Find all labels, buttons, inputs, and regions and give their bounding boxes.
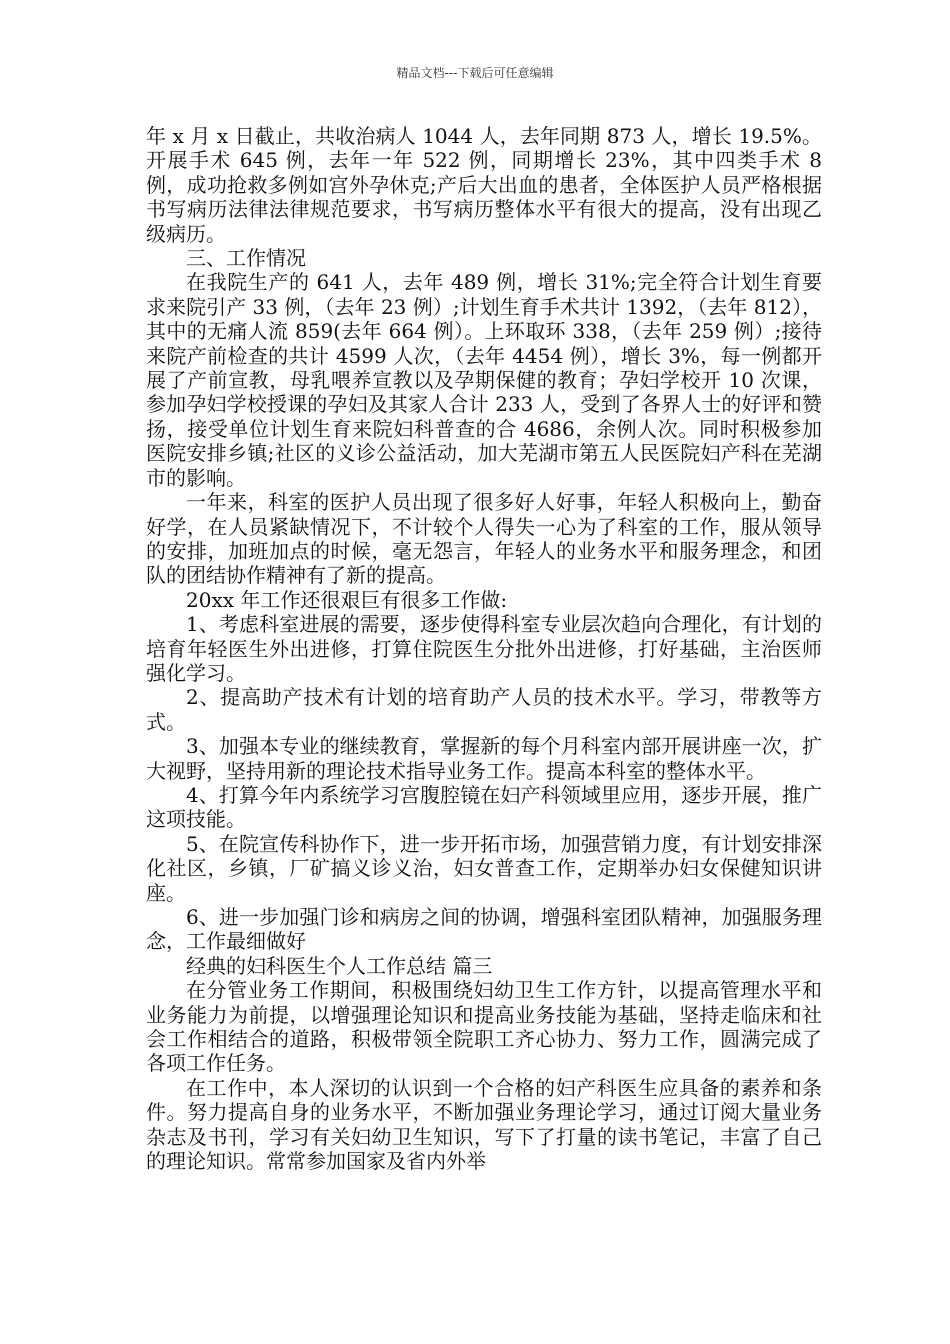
paragraph: 在工作中，本人深切的认识到一个合格的妇产科医生应具备的素养和条件。努力提高自身的业务水平，不断加强业务理论学习，通过订阅大量业务杂志及书刊，学习有关妇幼卫生知识，写下了打量的读书笔记，丰富了自己的理论知识。常常参加国家及省内外举 [146,1075,822,1174]
list-item: 3、加强本专业的继续教育，掌握新的每个月科室内部开展讲座一次，扩大视野，坚持用新的理论技术指导业务工作。提高本科室的整体水平。 [146,734,822,783]
document-body [146,124,822,1173]
section-title: 经典的妇科医生个人工作总结 篇三 [186,953,493,978]
list-item: 5、在院宣传科协作下，进一步开拓市场，加强营销力度，有计划安排深化社区，乡镇，厂矿搞义诊义治，妇女普查工作，定期举办妇女保健知识讲座。 [146,831,822,905]
section-heading: 三、工作情况 [186,246,306,271]
paragraph: 一年来，科室的医护人员出现了很多好人好事，年轻人积极向上，勤奋好学，在人员紧缺情况下，不计较个人得失一心为了科室的工作，服从领导的安排，加班加点的时候，毫无怨言，年轻人的业务水平和服务理念，和团队的团结协作精神有了新的提高。 [146,490,822,588]
paragraph: 在分管业务工作期间，积极围绕妇幼卫生工作方针，以提高管理水平和业务能力为前提，以增强理论知识和提高业务技能为基础，坚持走临床和社会工作相结合的道路，积极带领全院职工齐心协力、努力工作，圆满完成了各项工作任务。 [146,978,822,1076]
list-item: 1、考虑科室进展的需要，逐步使得科室专业层次趋向合理化，有计划的培育年轻医生外出进修，打算住院医生分批外出进修，打好基础，主治医师强化学习。 [146,612,822,685]
paragraph: 20xx 年工作还很艰巨有很多工作做: [186,587,508,612]
paragraph: 年 x 月 x 日截止，共收治病人 1044 人，去年同期 873 人，增长 19.5%。开展手术 645 例，去年一年 522 例，同期增长 23%，其中四类手术 8 例，成功抢救多例如宫外孕休克;产后大出血的患者，全体医护人员严格根据书写病历法律法律规范要求，书写病历整体水平有很大的提高，没有出现乙级病历。 [146,124,822,246]
paragraph: 在我院生产的 641 人，去年 489 例，增长 31%;完全符合计划生育要求来院引产 33 例，（去年 23 例）;计划生育手术共计 1392，（去年 812），其中的无痛人流 859(去年 664 例）。上环取环 338，（去年 259 例）;接待来院产前检查的共计 4599 人次，（去年 4454 例），增长 3%，每一例都开展了产前宣教，母乳喂养宣教以及孕期保健的教育；孕妇学校开 10 次课，参加孕妇学校授课的孕妇及其家人合计 233 人，受到了各界人士的好评和赞扬，接受单位计划生育来院妇科普查的合 4686，余例人次。同时积极参加医院安排乡镇;社区的义诊公益活动，加大芜湖市第五人民医院妇产科在芜湖市的影响。 [146,270,822,490]
list-item: 6、进一步加强门诊和病房之间的协调，增强科室团队精神，加强服务理念，工作最细做好 [146,905,822,954]
list-item: 4、打算今年内系统学习宫腹腔镜在妇产科领域里应用，逐步开展，推广这项技能。 [146,782,822,832]
page-header: 精品文档---下载后可任意编辑 [396,66,554,80]
list-item: 2、提高助产技术有计划的培育助产人员的技术水平。学习，带教等方式。 [146,685,822,734]
